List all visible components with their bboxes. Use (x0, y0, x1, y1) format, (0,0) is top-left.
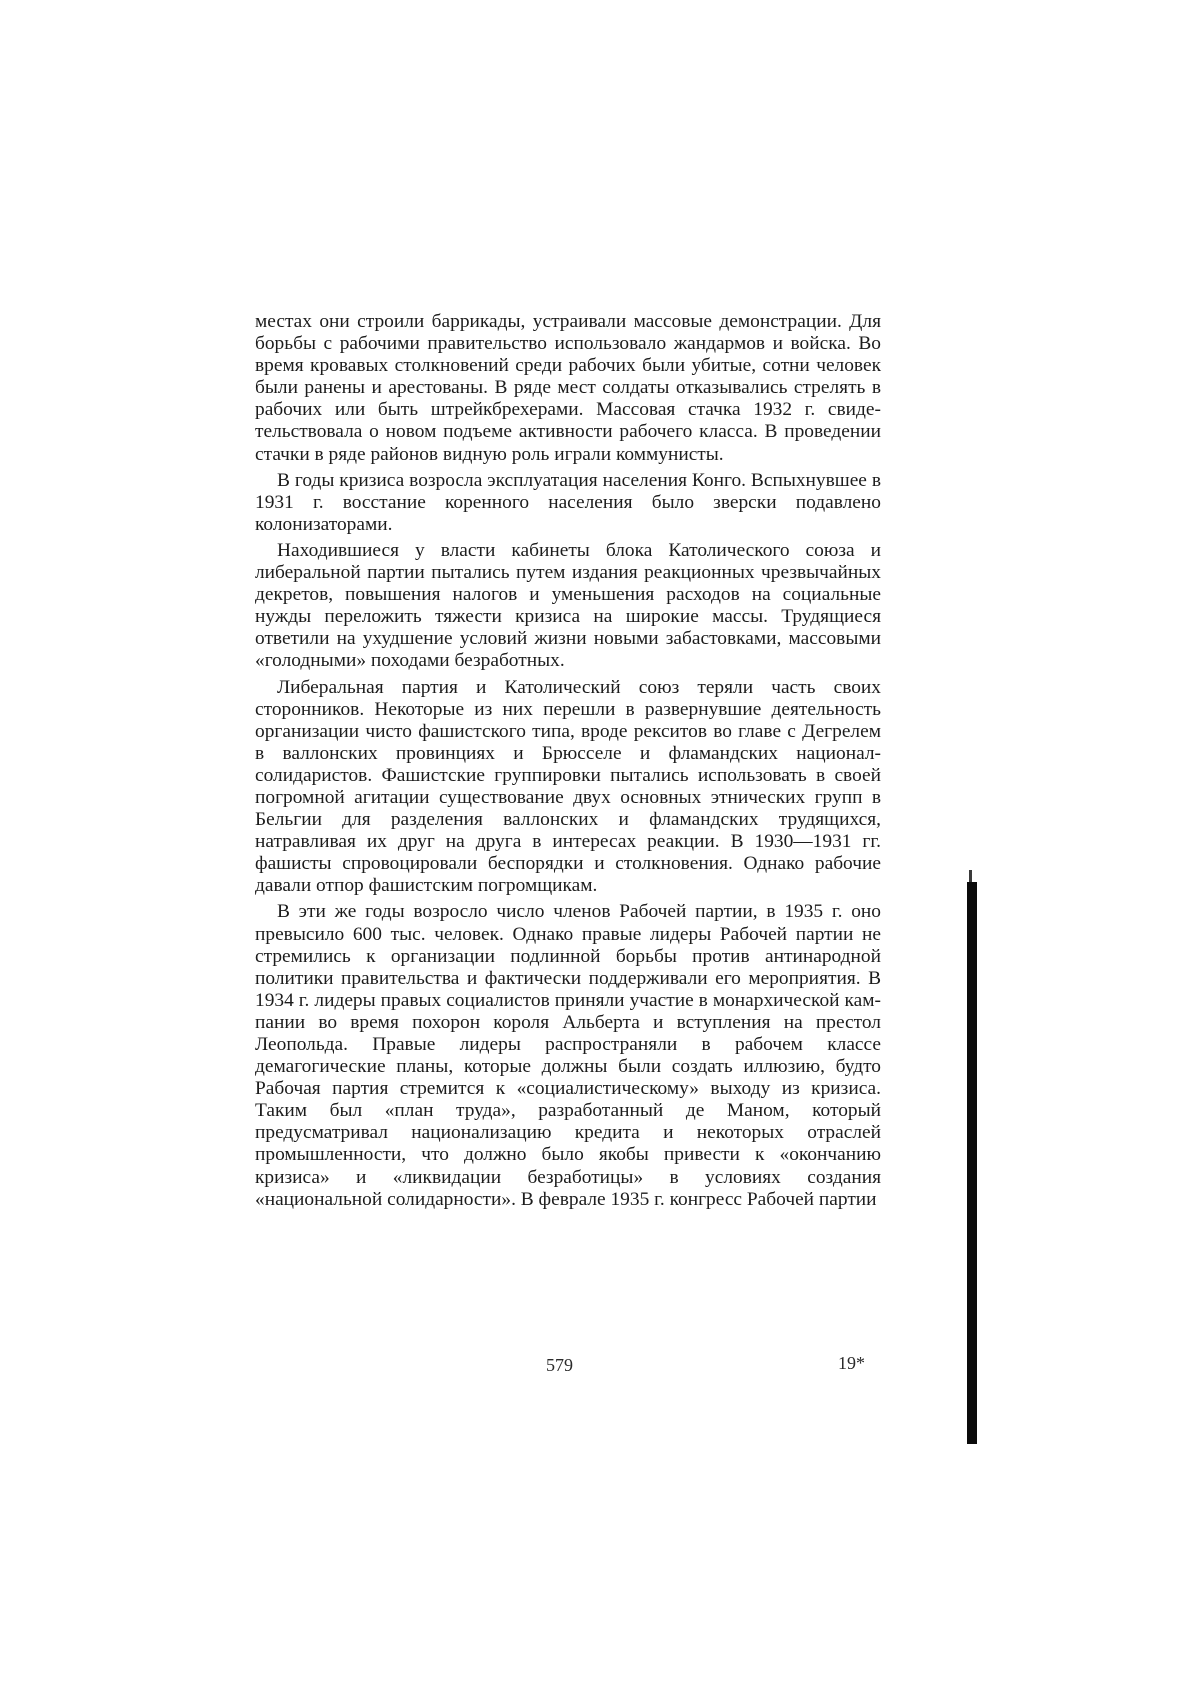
signature-mark: 19* (838, 1353, 865, 1373)
paragraph-2: В годы кризиса возросла эксплуатация населения Конго. Вспыхнувшее в 1931 г. восстание коренного населения было зверски подавлено колонизаторами. (255, 469, 881, 535)
body-text (255, 311, 881, 1215)
paragraph-4: Либеральная партия и Католический союз теряли часть своих сторонников. Некоторые из них перешли в развернувшие деятельность организации чисто фашистского типа, вроде рекситов во главе с Дегрелем в валлонских провинциях и Брюсселе и фламандских национал-солидаристов. Фашистские группировки пытались использовать в своей погромной агитации существование двух основных этнических групп в Бельгии для разделения валлонских и фламандских трудящихся, натравливая их друг на друга в интересах реакции. В 1930—1931 гг. фашисты спровоцировали беспорядки и столкновения. Однако рабочие давали отпор фашистским погромщикам. (255, 676, 881, 897)
paragraph-5: В эти же годы возросло число членов Рабочей партии, в 1935 г. оно превысило 600 тыс. человек. Однако правые лидеры Рабочей партии не стремились к организации подлинной борьбы против антинародной политики правительства и фактически поддерживали его мероприятия. В 1934 г. лидеры правых социалистов приняли участие в монархической кампании во время похорон короля Альберта и вступления на престол Леопольда. Правые лидеры распространяли в рабочем классе демагогические планы, которые должны были создать иллюзию, будто Рабочая партия стремится к «социалистическому» выходу из кризиса. Таким был «план труда», разработанный де Маном, который предусматривал национализацию кредита и некоторых отраслей промышленности, что должно было якобы привести к «окончанию кризиса» и «ликвидации безработицы» в условиях создания «национальной солидарности». В феврале 1935 г. конгресс Рабочей партии (255, 901, 881, 1210)
page-number: 579 (546, 1355, 573, 1375)
paragraph-1: местах они строили баррикады, устраивали массовые демонстрации. Для борьбы с рабочими правительство использовало жандармов и войска. Во время кровавых столкновений среди рабочих были убитые, сотни человек были ранены и арестованы. В ряде мест солдаты отказывались стрелять в рабочих или быть штрейкбрехерами. Массовая стачка 1932 г. свидетельствовала о новом подъеме активности рабочего класса. В проведении стачки в ряде районов видную роль играли коммунисты. (255, 311, 881, 465)
paragraph-3: Находившиеся у власти кабинеты блока Католического союза и либеральной партии пытались путем издания реакционных чрезвычайных декретов, повышения налогов и уменьшения расходов на социальные нужды переложить тяжести кризиса на широкие массы. Трудящиеся ответили на ухудшение условий жизни новыми забастовками, массовыми «голодными» походами безработных. (255, 539, 881, 672)
scan-edge-bar (967, 882, 977, 1444)
